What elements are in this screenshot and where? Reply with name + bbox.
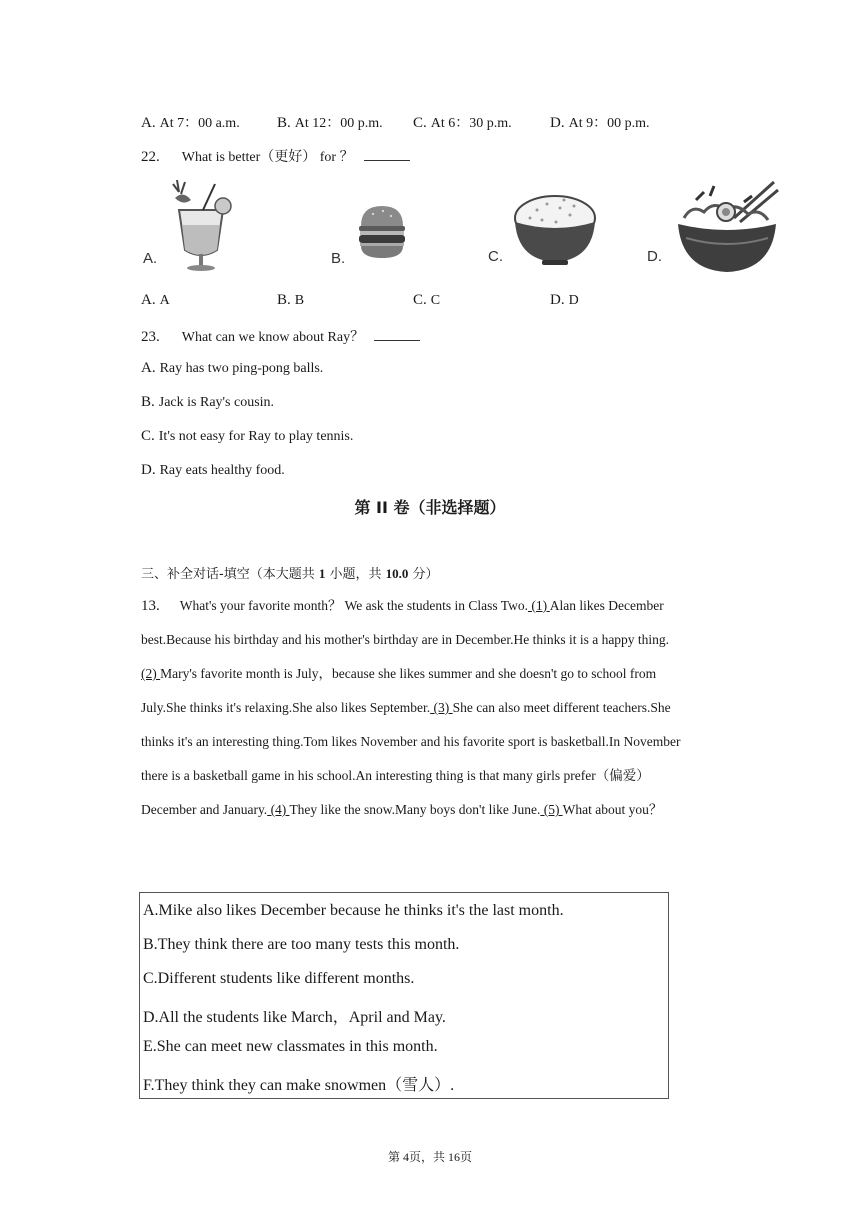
q22-option-d: D. D: [550, 292, 579, 308]
picture-label-b: B.: [331, 250, 346, 267]
q23-question: [141, 326, 420, 346]
q22-option-a: A. A: [141, 292, 170, 308]
q23-option-c: C. It's not easy for Ray to play tennis.: [141, 428, 354, 444]
passage-line: December and January. (4) They like the snow.Many boys don't like June. (5) What about you？: [141, 802, 663, 817]
blank-3: (3): [430, 700, 453, 715]
q22-number: 22.: [141, 149, 160, 165]
q22-question: [141, 146, 410, 166]
q21-option-c: C. At 6：30 p.m.: [413, 115, 512, 131]
q22-text: What is better（更好） for ？: [181, 150, 354, 165]
answer-option-b: B.They think there are too many tests this month.: [143, 936, 460, 953]
q23-number: 23.: [141, 329, 160, 345]
q21-option-d: D. At 9：00 p.m.: [550, 115, 650, 131]
q23-option-d: D. Ray eats healthy food.: [141, 462, 285, 478]
blank-5: (5): [540, 802, 563, 817]
picture-label-a: A.: [143, 250, 158, 267]
q21-option-a: A. At 7：00 a.m.: [141, 115, 240, 131]
answer-option-d: D.All the students like March，April and May.: [143, 1009, 446, 1026]
answer-options-box: [139, 892, 669, 1099]
q23-answer-blank: [374, 328, 420, 341]
q22-option-c: C. C: [413, 292, 441, 308]
volume-title: 第 II 卷（非选择题）: [354, 498, 506, 517]
answer-option-c: C.Different students like different months.: [143, 970, 415, 987]
q22-option-b: B. B: [277, 292, 305, 308]
q23-option-b: B. Jack is Ray's cousin.: [141, 394, 275, 410]
rice-bowl-icon: [512, 188, 598, 268]
blank-4: (4): [267, 802, 290, 817]
part3-header: 三、补全对话-填空（本大题共 1 小题，共 10.0 分）: [141, 566, 439, 582]
picture-label-c: C.: [488, 248, 503, 265]
passage-line: (2) Mary's favorite month is July，because she likes summer and she doesn't go to school from: [141, 666, 657, 681]
passage-line: best.Because his birthday and his mother's birthday are in December.He thinks it is a happy thing.: [141, 632, 670, 647]
passage-line: July.She thinks it's relaxing.She also likes September. (3) She can also meet different teachers.She: [141, 700, 671, 715]
blank-2: (2): [141, 666, 161, 681]
q22-answer-blank: [364, 148, 410, 161]
q13-number: 13.: [141, 598, 160, 614]
q13-passage: [141, 589, 761, 827]
answer-option-e: E.She can meet new classmates in this month.: [143, 1038, 438, 1055]
q23-option-a: A. Ray has two ping-pong balls.: [141, 360, 324, 376]
picture-label-d: D.: [647, 248, 662, 265]
juice-drink-icon: [165, 180, 237, 276]
blank-1: (1): [527, 598, 550, 613]
q21-option-b: B. At 12：00 p.m.: [277, 115, 383, 131]
hamburger-icon: [357, 202, 407, 262]
noodle-bowl-icon: [674, 178, 780, 278]
passage-line: 13. What's your favorite month？ We ask the students in Class Two. (1) Alan likes December: [141, 598, 664, 614]
answer-option-a: A.Mike also likes December because he thinks it's the last month.: [143, 902, 564, 919]
q23-text: What can we know about Ray？: [181, 330, 365, 345]
passage-line: there is a basketball game in his school.An interesting thing is that many girls prefer（偏爱）: [141, 768, 650, 783]
answer-option-f: F.They think they can make snowmen（雪人）.: [143, 1077, 455, 1094]
page-footer: 第 4页，共 16页: [387, 1150, 472, 1164]
passage-line: thinks it's an interesting thing.Tom likes November and his favorite sport is basketball.In November: [141, 734, 681, 749]
